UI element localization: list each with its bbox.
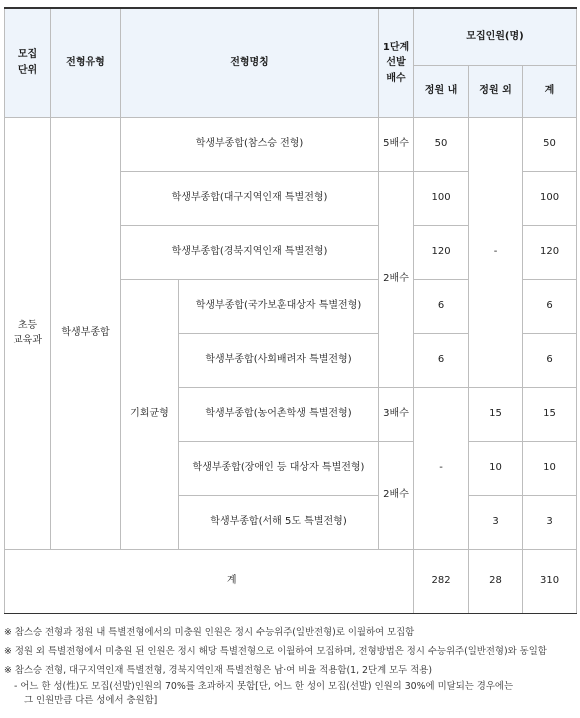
row-name-5: 학생부종합(사회배려자 특별전형) [179,333,379,387]
row-in-2: 100 [414,171,469,225]
footnotes [4,625,578,708]
note-3: ※ 참스승 전형, 대구지역인재 특별전형, 경북지역인재 특별전형은 남·여 비율 적용함(1, 2단계 모두 적용) [4,665,432,677]
row-name-7: 학생부종합(장애인 등 대상자 특별전형) [179,441,379,495]
header-name: 전형명칭 [121,8,379,117]
total-row-blank [5,549,51,613]
total-row-in: 282 [414,549,469,613]
header-quota-out: 정원 외 [469,65,523,117]
row-name-8: 학생부종합(서해 5도 특별전형) [179,495,379,549]
row-total-3: 120 [523,225,577,279]
row-total-8: 3 [523,495,577,549]
ratio-2x-cell-a: 2배수 [379,171,414,387]
header-quota: 모집인원(명) [414,8,577,65]
row-in-1: 50 [414,117,469,171]
note-2: ※ 정원 외 특별전형에서 미충원 된 인원은 정시 해당 특별전형으로 이월하여 모집하며, 전형방법은 정시 수능위주(일반전형)와 동일함 [4,646,547,658]
header-quota-total: 계 [523,65,577,117]
note-1: ※ 참스승 전형과 정원 내 특별전형에서의 미충원 인원은 정시 수능위주(일반전형)로 이월하여 모집함 [4,627,415,638]
row-name-4: 학생부종합(국가보훈대상자 특별전형) [179,279,379,333]
total-row-label: 계 [51,549,414,613]
type-cell: 학생부종합 [51,117,121,549]
row-out-6: 15 [469,387,523,441]
header-ratio: 1단계 선발 배수 [379,8,414,117]
admission-table [4,7,577,614]
header-unit: 모집 단위 [5,8,51,117]
row-in-5: 6 [414,333,469,387]
header-type: 전형유형 [51,8,121,117]
row-name-2: 학생부종합(대구지역인재 특별전형) [121,171,379,225]
row-total-4: 6 [523,279,577,333]
row-total-1: 50 [523,117,577,171]
ratio-2x-cell-b: 2배수 [379,441,414,549]
note-3-detail: - 어느 한 성(性)도 모집(선발)인원의 70%를 초과하지 못함[단, 어느 한 성이 모집(선발) 인원의 30%에 미달되는 경우에는 [14,681,514,693]
row-ratio-6: 3배수 [379,387,414,441]
row-name-1: 학생부종합(참스승 전형) [121,117,379,171]
row-ratio-1: 5배수 [379,117,414,171]
row-name-3: 학생부종합(경북지역인재 특별전형) [121,225,379,279]
row-name-6: 학생부종합(농어촌학생 특별전형) [179,387,379,441]
row-in-3: 120 [414,225,469,279]
row-out-8: 3 [469,495,523,549]
out-dash-cell: - [469,117,523,387]
row-out-7: 10 [469,441,523,495]
row-in-4: 6 [414,279,469,333]
row-total-7: 10 [523,441,577,495]
admission-table-wrapper [4,7,576,614]
row-total-2: 100 [523,171,577,225]
total-row-total: 310 [523,549,577,613]
header-quota-in: 정원 내 [414,65,469,117]
in-dash-cell: - [414,387,469,549]
unit-cell: 초등 교육과 [5,117,51,549]
row-total-6: 15 [523,387,577,441]
row-total-5: 6 [523,333,577,387]
total-row-out: 28 [469,549,523,613]
group-cell: 기회균형 [121,279,179,549]
note-3-detail-cont: 그 인원만큼 다른 성에서 충원함] [24,695,158,707]
